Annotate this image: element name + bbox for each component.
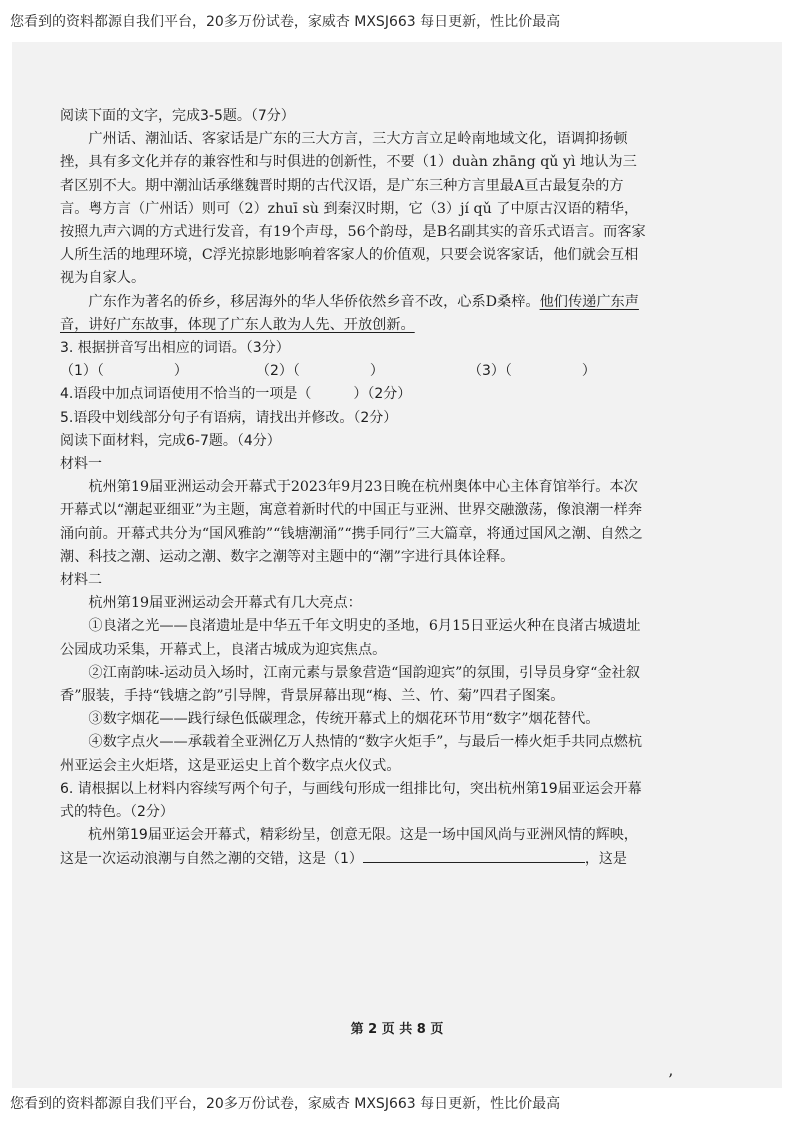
question-6-text-2a: 这是一次运动浪潮与自然之潮的交错，这是（1） bbox=[60, 850, 363, 867]
reading-intro-2: 阅读下面材料，完成6-7题。（4分） bbox=[60, 432, 281, 449]
highlight-1: ①良渚之光——良渚遗址是中华五千年文明史的圣地，6月15日亚运火种在良渚古城遗址公园成功采集，开幕式上，良渚古城成为迎宾焦点。 bbox=[60, 618, 641, 658]
answer-blank-3: （3）（ ） bbox=[468, 363, 596, 380]
watermark-banner-top: 您看到的资料都源自我们平台，20多万份试卷，家威杏 MXSJ663 每日更新，性比价最高 bbox=[10, 14, 561, 30]
question-4: 4.语段中加点词语使用不恰当的一项是（ ）（2分） bbox=[60, 386, 412, 403]
answer-blank-1: （1）（ ） bbox=[60, 363, 188, 380]
material-1-title: 材料一 bbox=[60, 456, 102, 473]
passage-paragraph-2 bbox=[60, 291, 650, 337]
question-5: 5.语段中划线部分句子有语病，请找出并修改。（2分） bbox=[60, 409, 398, 426]
material-2-title: 材料二 bbox=[60, 572, 102, 589]
highlight-4: ④数字点火——承载着全亚洲亿万人热情的“数字火炬手”，与最后一棒火炬手共同点燃杭州亚运会主火炬塔，这是亚运史上首个数字点火仪式。 bbox=[60, 734, 643, 774]
passage-paragraph-2-text: 广东作为著名的侨乡，移居海外的华人华侨依然乡音不改，心系D桑梓。 bbox=[88, 293, 540, 310]
scan-mark: ’ bbox=[668, 1070, 674, 1089]
question-3: 3. 根据拼音写出相应的词语。（3分） bbox=[60, 340, 290, 357]
question-6-text-1: 杭州第19届亚运会开幕式，精彩纷呈，创意无限。这是一场中国风尚与亚洲风情的辉映， bbox=[88, 827, 638, 844]
reading-intro-1: 阅读下面的文字，完成3-5题。（7分） bbox=[60, 108, 295, 124]
material-2-intro: 杭州第19届亚洲运动会开幕式有几大亮点： bbox=[88, 595, 362, 612]
highlight-2: ②江南韵味-运动员入场时，江南元素与景象营造“国韵迎宾”的氛围，引导员身穿“金社叙香”服装，手持“钱塘之韵”引导牌，背景屏幕出现“梅、兰、竹、菊”四君子图案。 bbox=[60, 664, 640, 705]
question-3-blanks bbox=[60, 360, 650, 383]
highlight-3: ③数字烟花——践行绿色低碳理念，传统开幕式上的烟花环节用“数字”烟花替代。 bbox=[88, 711, 600, 728]
watermark-banner-bottom: 您看到的资料都源自我们平台，20多万份试卷，家威杏 MXSJ663 每日更新，性比价最高 bbox=[10, 1096, 561, 1112]
question-6-text-2b: ，这是 bbox=[584, 850, 627, 867]
question-6-text-2 bbox=[60, 848, 650, 871]
passage-paragraph-1: 广州话、潮汕话、客家话是广东的三大方言，三大方言立足岭南地域文化，语调抑扬顿挫，具有多文化并存的兼容性和与时俱进的创新性，不要（1）duàn zhāng qǔ yì 地认为三者区别不大。期中潮汕话承继魏晋时期的古代汉语，是广东三种方言里最A亘古最复杂的方言。粤方言（广州话）则可（2）zhuī sù 到秦汉时期，它（3）jí qǔ 了中原古汉语的精华，按照九声六调的方式进行发音，有19个声母，56个韵母，是B名副其实的音乐式语言。而客家人所生活的地理环境，C浮光掠影地影响着客家人的价值观，只要会说客家话，他们就会互相视为自家人。 bbox=[60, 131, 646, 287]
answer-blank-2: （2）（ ） bbox=[256, 363, 384, 380]
question-6: 6. 请根据以上材料内容续写两个句子，与画线句形成一组排比句，突出杭州第19届亚运会开幕式的特色。（2分） bbox=[60, 780, 642, 821]
document-body bbox=[60, 105, 650, 871]
answer-line[interactable] bbox=[363, 848, 585, 863]
underlined-sentence: 他们传递广东声音，讲好广东故事，体现了广东人敢为人先、开放创新。 bbox=[60, 293, 639, 333]
page-number: 第 2 页 共 8 页 bbox=[350, 1022, 444, 1037]
material-1-text: 杭州第19届亚洲运动会开幕式于2023年9月23日晚在杭州奥体中心主体育馆举行。本次开幕式以“潮起亚细亚”为主题，寓意着新时代的中国正与亚洲、世界交融激荡，像浪潮一样奔涌向前。开幕式共分为“国风雅韵”“钱塘潮涌”“携手同行”三大篇章，将通过国风之潮、自然之潮、科技之潮、运动之潮、数字之潮等对主题中的“潮”字进行具体诠释。 bbox=[60, 479, 643, 565]
